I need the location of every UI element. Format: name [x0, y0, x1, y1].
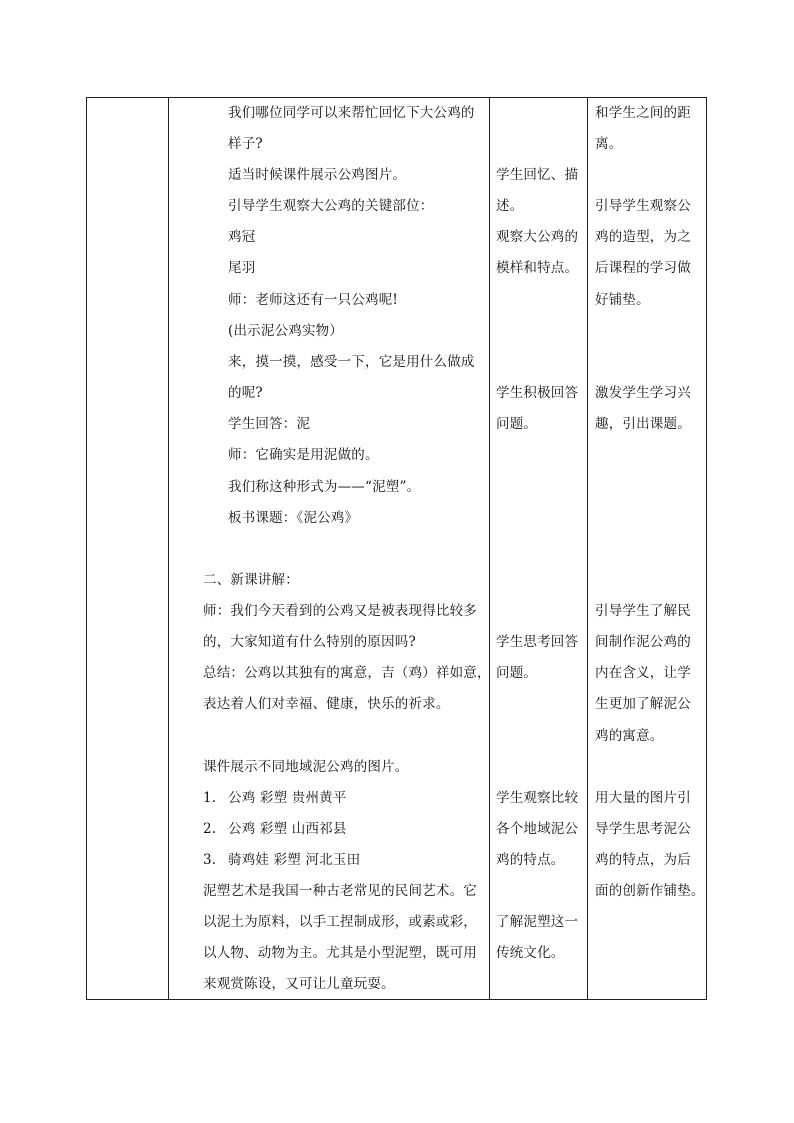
- process-line: 鸡冠: [228, 229, 256, 245]
- student-line: 各个地域泥公: [496, 821, 579, 837]
- intent-line: 内在含义，让学: [595, 665, 691, 681]
- student-line: 问题。: [496, 665, 538, 681]
- process-line: 板书课题：《泥公鸡》: [228, 510, 359, 526]
- student-line: 传统文化。: [496, 945, 565, 961]
- process-line: 课件展示不同地域泥公鸡的图片。: [203, 759, 409, 775]
- process-line: 表达着人们对幸福、健康，快乐的祈求。: [203, 696, 450, 712]
- process-line: 以泥土为原料，以手工捏制成形，或素或彩，: [203, 914, 477, 930]
- intent-line: 后课程的学习做: [595, 260, 691, 276]
- intent-line: 鸡的造型，为之: [595, 229, 691, 245]
- intent-line: 好铺垫。: [595, 292, 650, 308]
- process-line: 尾羽: [228, 260, 256, 276]
- student-line: 学生思考回答: [496, 634, 579, 650]
- intent-line: 面的创新作铺垫。: [595, 883, 705, 899]
- intent-line: 导学生思考泥公: [595, 821, 691, 837]
- student-line: 述。: [496, 198, 524, 214]
- intent-line: 引导学生观察公: [595, 198, 691, 214]
- intent-line: 生更加了解泥公: [595, 696, 691, 712]
- process-line: 师：我们今天看到的公鸡又是被表现得比较多: [203, 603, 477, 619]
- column-divider-3: [587, 98, 588, 999]
- list-number: 2.: [203, 821, 217, 837]
- process-line: 来观赏陈设，又可让儿童玩耍。: [203, 976, 395, 992]
- process-line: 以人物、动物为主。尤其是小型泥塑，既可用: [203, 945, 477, 961]
- section-heading: 二、新课讲解：: [203, 572, 299, 588]
- list-number: 3.: [203, 852, 217, 868]
- list-number: 1.: [203, 790, 217, 806]
- process-line: 样子?: [228, 136, 263, 152]
- process-line: 引导学生观察大公鸡的关键部位：: [228, 198, 434, 214]
- process-line: 我们哪位同学可以来帮忙回忆下大公鸡的: [228, 105, 475, 121]
- student-line: 模样和特点。: [496, 260, 579, 276]
- process-line: 总结：公鸡以其独有的寓意，吉（鸡）祥如意，: [203, 665, 491, 681]
- list-item: 公鸡 彩塑 山西祁县: [228, 821, 347, 837]
- intent-line: 离。: [595, 136, 623, 152]
- student-line: 鸡的特点。: [496, 852, 565, 868]
- process-line: 来，摸一摸，感受一下，它是用什么做成: [228, 354, 475, 370]
- intent-line: 鸡的特点，为后: [595, 852, 691, 868]
- process-line: 我们称这种形式为——“泥塑”。: [228, 479, 421, 495]
- list-item: 骑鸡娃 彩塑 河北玉田: [228, 852, 361, 868]
- column-divider-2: [489, 98, 490, 999]
- student-line: 学生回忆、描: [496, 167, 579, 183]
- process-line: 适当时候课件展示公鸡图片。: [228, 167, 407, 183]
- process-line: 师：老师这还有一只公鸡呢!: [228, 292, 399, 308]
- intent-line: 趣，引出课题。: [595, 416, 691, 432]
- student-line: 了解泥塑这一: [496, 914, 579, 930]
- column-divider-1: [168, 98, 169, 999]
- student-line: 学生观察比较: [496, 790, 579, 806]
- process-line: 的，大家知道有什么特别的原因吗?: [203, 634, 416, 650]
- list-item: 公鸡 彩塑 贵州黄平: [228, 790, 347, 806]
- process-line: 学生回答：泥: [228, 416, 311, 432]
- process-line: (出示泥公鸡实物）: [228, 323, 344, 339]
- intent-line: 鸡的寓意。: [595, 728, 664, 744]
- student-line: 观察大公鸡的: [496, 229, 579, 245]
- process-line: 泥塑艺术是我国一种古老常见的民间艺术。它: [203, 883, 477, 899]
- process-line: 的呢?: [228, 385, 263, 401]
- intent-line: 激发学生学习兴: [595, 385, 691, 401]
- intent-line: 引导学生了解民: [595, 603, 691, 619]
- intent-line: 用大量的图片引: [595, 790, 691, 806]
- process-line: 师：它确实是用泥做的。: [228, 447, 379, 463]
- intent-line: 间制作泥公鸡的: [595, 634, 691, 650]
- student-line: 问题。: [496, 416, 538, 432]
- intent-line: 和学生之间的距: [595, 105, 691, 121]
- student-line: 学生积极回答: [496, 385, 579, 401]
